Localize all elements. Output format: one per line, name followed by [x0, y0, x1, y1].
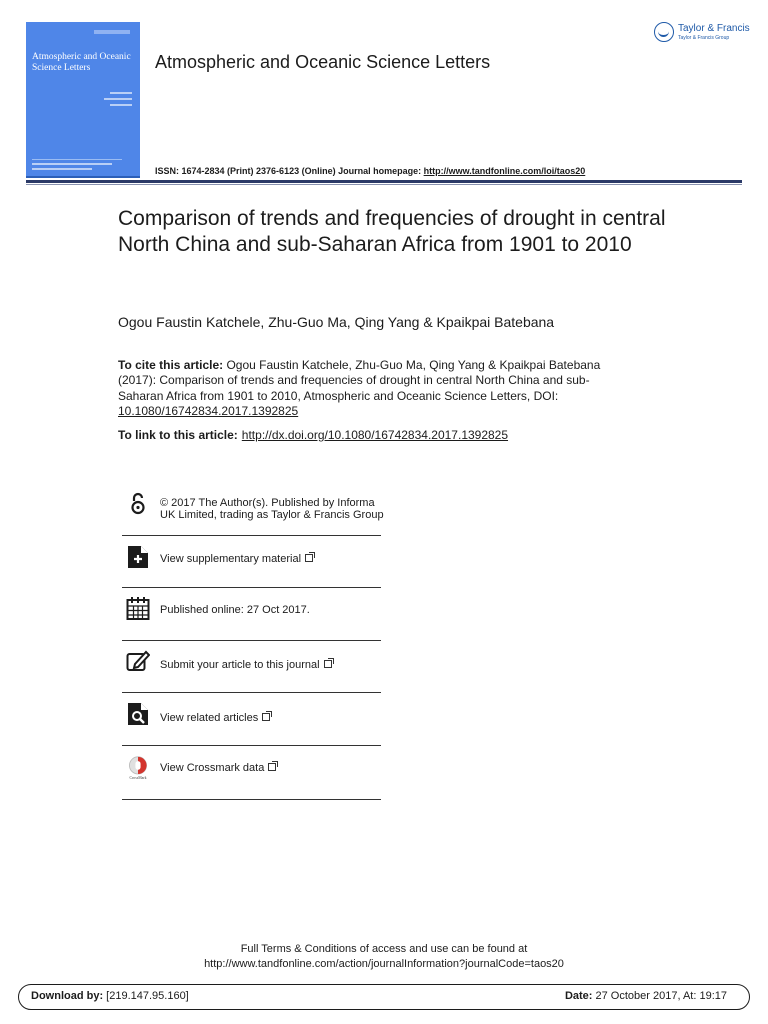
- article-title: Comparison of trends and frequencies of drought in central North China and sub-Saharan Africa from 1901 to 2010: [118, 207, 666, 256]
- cover-text-line: [104, 98, 132, 100]
- external-link-icon: [324, 660, 332, 668]
- download-info-bar: [18, 984, 750, 1010]
- publisher-name: Taylor & Francis: [678, 23, 750, 34]
- cover-title: Atmospheric and Oceanic Science Letters: [32, 52, 131, 73]
- external-link-icon: [262, 713, 270, 721]
- open-access-icon: [126, 492, 150, 516]
- citation-block: [118, 358, 618, 419]
- citation-text: Ogou Faustin Katchele, Zhu-Guo Ma, Qing Yang & Kpaikpai Batebana (2017): Comparison of trends and frequencies of drought in central North China and sub-Saharan Africa from 1901 to 2010, Atmospheric and Oceanic Science Letters, DOI:: [118, 358, 601, 403]
- related-row[interactable]: [122, 693, 381, 746]
- link-label: To link to this article:: [118, 428, 238, 442]
- supplementary-file-icon: [126, 545, 150, 569]
- calendar-icon: [126, 596, 150, 620]
- article-link-block: [118, 428, 678, 442]
- terms-footer: [0, 942, 768, 972]
- submit-row[interactable]: [122, 641, 381, 693]
- related-articles-link[interactable]: View related articles: [160, 712, 270, 724]
- citation-doi-link[interactable]: 10.1080/16742834.2017.1392825: [118, 403, 299, 418]
- cover-issn-tag: [94, 30, 130, 34]
- crossmark-icon: [126, 756, 150, 780]
- crossmark-logo-text: CrossMark: [129, 776, 147, 780]
- cover-text-line: [110, 104, 132, 106]
- crossmark-link[interactable]: View Crossmark data: [160, 762, 276, 774]
- citation-label: To cite this article:: [118, 358, 224, 372]
- terms-line-1: Full Terms & Conditions of access and use can be found at: [240, 943, 528, 955]
- header-divider-thin: [26, 184, 742, 185]
- publisher-group: Taylor & Francis Group: [678, 35, 730, 41]
- journal-cover-thumbnail: [26, 22, 140, 178]
- edit-icon: [126, 649, 150, 673]
- cover-text-line: [110, 92, 132, 94]
- article-info-list: [122, 490, 384, 800]
- article-authors: Ogou Faustin Katchele, Zhu-Guo Ma, Qing Yang & Kpaikpai Batebana: [118, 314, 555, 330]
- terms-url[interactable]: http://www.tandfonline.com/action/journalInformation?journalCode=taos20: [204, 958, 564, 970]
- published-date: Published online: 27 Oct 2017.: [160, 604, 310, 616]
- download-date: Date: 27 October 2017, At: 19:17: [564, 990, 727, 1002]
- submit-article-link[interactable]: Submit your article to this journal: [160, 659, 332, 671]
- external-link-icon: [305, 554, 313, 562]
- tf-logo-icon: [654, 22, 674, 42]
- cover-footer: [32, 159, 122, 170]
- supplementary-row[interactable]: [122, 536, 381, 588]
- header-divider: [26, 180, 742, 183]
- journal-title: Atmospheric and Oceanic Science Letters: [155, 52, 491, 72]
- supplementary-link[interactable]: View supplementary material: [160, 553, 313, 565]
- related-search-icon: [126, 702, 150, 726]
- license-text: © 2017 The Author(s). Published by Informa UK Limited, trading as Taylor & Francis Group: [160, 497, 384, 521]
- journal-homepage-link[interactable]: http://www.tandfonline.com/loi/taos20: [423, 166, 586, 176]
- published-row: [122, 588, 381, 641]
- issn-line: [155, 166, 585, 176]
- download-by: Download by: [219.147.95.160]: [31, 990, 189, 1002]
- external-link-icon: [268, 763, 276, 771]
- crossmark-row[interactable]: [122, 746, 381, 800]
- open-access-row: [122, 490, 384, 536]
- issn-text: ISSN: 1674-2834 (Print) 2376-6123 (Online) Journal homepage:: [155, 166, 424, 176]
- article-doi-link[interactable]: http://dx.doi.org/10.1080/16742834.2017.1392825: [241, 428, 509, 442]
